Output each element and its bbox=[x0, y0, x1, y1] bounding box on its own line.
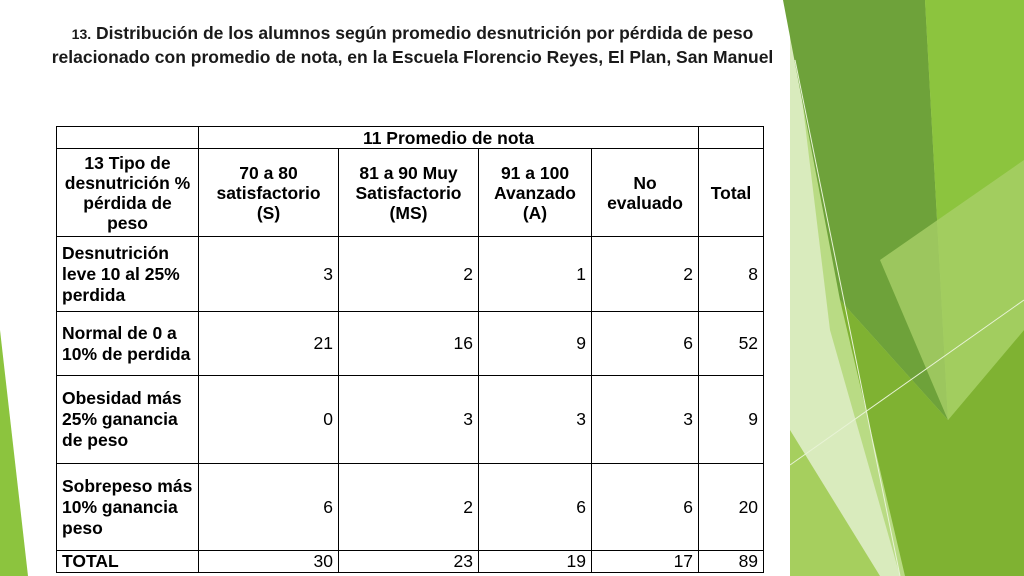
cell-value: 16 bbox=[339, 312, 479, 376]
table-row bbox=[57, 376, 764, 464]
cell-value: 20 bbox=[699, 464, 764, 551]
column-header: 81 a 90 Muy Satisfactorio (MS) bbox=[339, 149, 479, 237]
cell-value: 8 bbox=[699, 237, 764, 312]
cell-value: 6 bbox=[592, 464, 699, 551]
cell-value: 2 bbox=[592, 237, 699, 312]
row-label: Normal de 0 a 10% de perdida bbox=[57, 312, 199, 376]
row-header: 13 Tipo de desnutrición % pérdida de peso bbox=[57, 149, 199, 237]
cell-value: 6 bbox=[199, 464, 339, 551]
row-label: Sobrepeso más 10% ganancia peso bbox=[57, 464, 199, 551]
column-header: Total bbox=[699, 149, 764, 237]
cell-value: 3 bbox=[339, 376, 479, 464]
cell-value: 6 bbox=[592, 312, 699, 376]
table-row bbox=[57, 237, 764, 312]
column-header-row bbox=[57, 149, 764, 237]
title-number: 13. bbox=[71, 26, 92, 42]
cell-value: 3 bbox=[479, 376, 592, 464]
cell-value: 1 bbox=[479, 237, 592, 312]
cell-value: 9 bbox=[479, 312, 592, 376]
header-blank-cell bbox=[699, 127, 764, 149]
cell-value: 0 bbox=[199, 376, 339, 464]
row-label: Desnutrición leve 10 al 25% perdida bbox=[57, 237, 199, 312]
cell-value: 52 bbox=[699, 312, 764, 376]
column-header: 91 a 100 Avanzado (A) bbox=[479, 149, 592, 237]
column-header: 70 a 80 satisfactorio (S) bbox=[199, 149, 339, 237]
total-value: 89 bbox=[699, 551, 764, 573]
table-row bbox=[57, 464, 764, 551]
column-header: No evaluado bbox=[592, 149, 699, 237]
total-value: 30 bbox=[199, 551, 339, 573]
total-value: 23 bbox=[339, 551, 479, 573]
total-value: 19 bbox=[479, 551, 592, 573]
header-blank-cell bbox=[57, 127, 199, 149]
table-row bbox=[57, 312, 764, 376]
cell-value: 2 bbox=[339, 464, 479, 551]
title-text: Distribución de los alumnos según promedio desnutrición por pérdida de peso relacionado con promedio de nota, en la Escuela Florencio Reyes, El Plan, San Manuel bbox=[51, 23, 774, 67]
group-header-row bbox=[57, 127, 764, 149]
cell-value: 3 bbox=[199, 237, 339, 312]
total-value: 17 bbox=[592, 551, 699, 573]
slide-title bbox=[40, 22, 785, 69]
total-label: TOTAL bbox=[57, 551, 199, 573]
cell-value: 6 bbox=[479, 464, 592, 551]
row-label: Obesidad más 25% ganancia de peso bbox=[57, 376, 199, 464]
cell-value: 21 bbox=[199, 312, 339, 376]
total-row bbox=[57, 551, 764, 573]
group-header: 11 Promedio de nota bbox=[199, 127, 699, 149]
data-table bbox=[56, 126, 764, 573]
cell-value: 2 bbox=[339, 237, 479, 312]
cell-value: 9 bbox=[699, 376, 764, 464]
cell-value: 3 bbox=[592, 376, 699, 464]
